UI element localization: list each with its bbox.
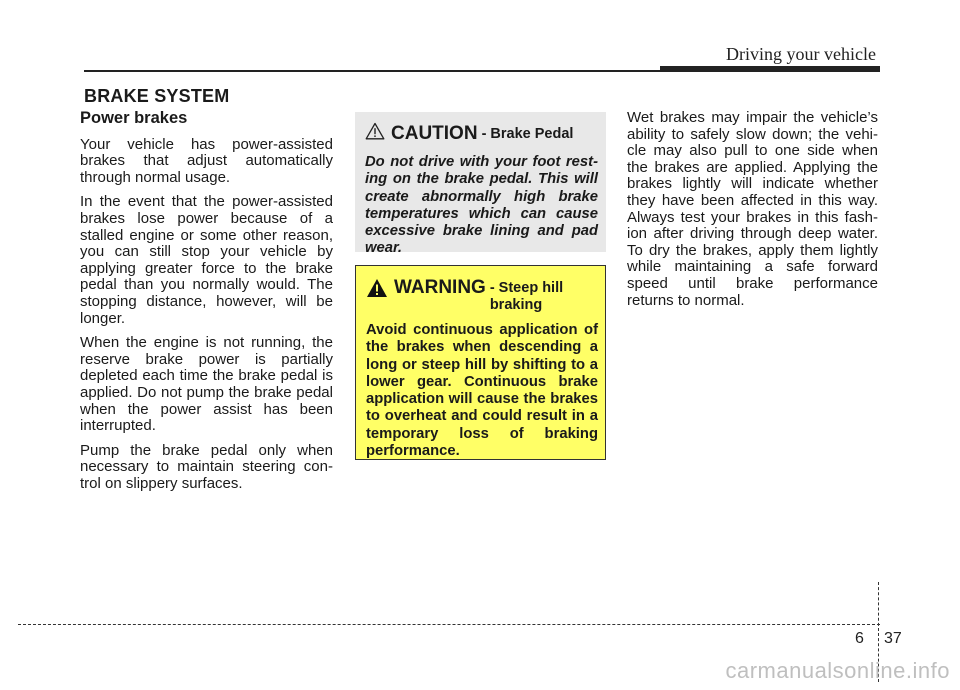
footer-divider bbox=[18, 624, 880, 625]
page-number: 37 bbox=[884, 630, 902, 647]
caution-subtitle: - Brake Pedal bbox=[481, 125, 574, 142]
paragraph: Wet brakes may impair the vehicle’s ability to safely slow down; the vehi-cle may also pull to one side when the brakes are applied. Applying the brakes lightly will indicate whether they have been affected in this way. Always test your brakes in this fash-ion after driving through deep water. To dry the brakes, apply them lightly while maintaining a safe forward speed until brake performance returns to normal. bbox=[627, 109, 878, 309]
running-header-title: Driving your vehicle bbox=[726, 44, 876, 64]
caution-box bbox=[355, 112, 606, 257]
warning-title: WARNING bbox=[394, 277, 486, 298]
chapter-number: 6 bbox=[855, 630, 864, 647]
paragraph: Pump the brake pedal only when necessary to maintain steering con-trol on slippery surfaces. bbox=[80, 441, 333, 492]
paragraph: When the engine is not running, the reserve brake power is partially depleted each time the brake pedal is applied. Do not pump the brake pedal when the power assist has been interrupted. bbox=[80, 334, 333, 435]
subsection-title: Power brakes bbox=[80, 109, 188, 127]
warning-text: Avoid continuous application of the brakes when descending a long or steep hill by shifting to a lower gear. Continuous brake application will cause the brakes to overheat and could result in a temporary loss of braking performance. bbox=[366, 322, 598, 460]
header-rule bbox=[84, 70, 660, 72]
header-rule-thick bbox=[660, 66, 880, 72]
right-column bbox=[627, 110, 878, 317]
caution-header bbox=[365, 122, 598, 145]
caution-text: Do not drive with your foot rest-ing on the brake pedal. This will create abnormally high brake temperatures which can cause excessive brake lining and pad wear. bbox=[365, 154, 598, 257]
warning-header bbox=[366, 278, 598, 314]
warning-triangle-icon bbox=[366, 278, 388, 303]
warning-subtitle: - Steep hill braking bbox=[489, 280, 564, 313]
paragraph: Your vehicle has power-assisted brakes that adjust automatically through normal usage. bbox=[80, 135, 333, 186]
section-title: BRAKE SYSTEM bbox=[84, 86, 230, 106]
caution-triangle-icon bbox=[365, 122, 385, 145]
left-column bbox=[80, 110, 333, 500]
watermark: carmanualsonline.info bbox=[725, 658, 950, 683]
paragraph: In the event that the power-assisted brakes lose power because of a stalled engine or some other reason, you can still stop your vehicle by applying greater force to the brake pedal than you normally would. The stopping distance, however, will be longer. bbox=[80, 193, 333, 327]
warning-box bbox=[355, 265, 606, 460]
caution-title: CAUTION bbox=[391, 122, 478, 144]
